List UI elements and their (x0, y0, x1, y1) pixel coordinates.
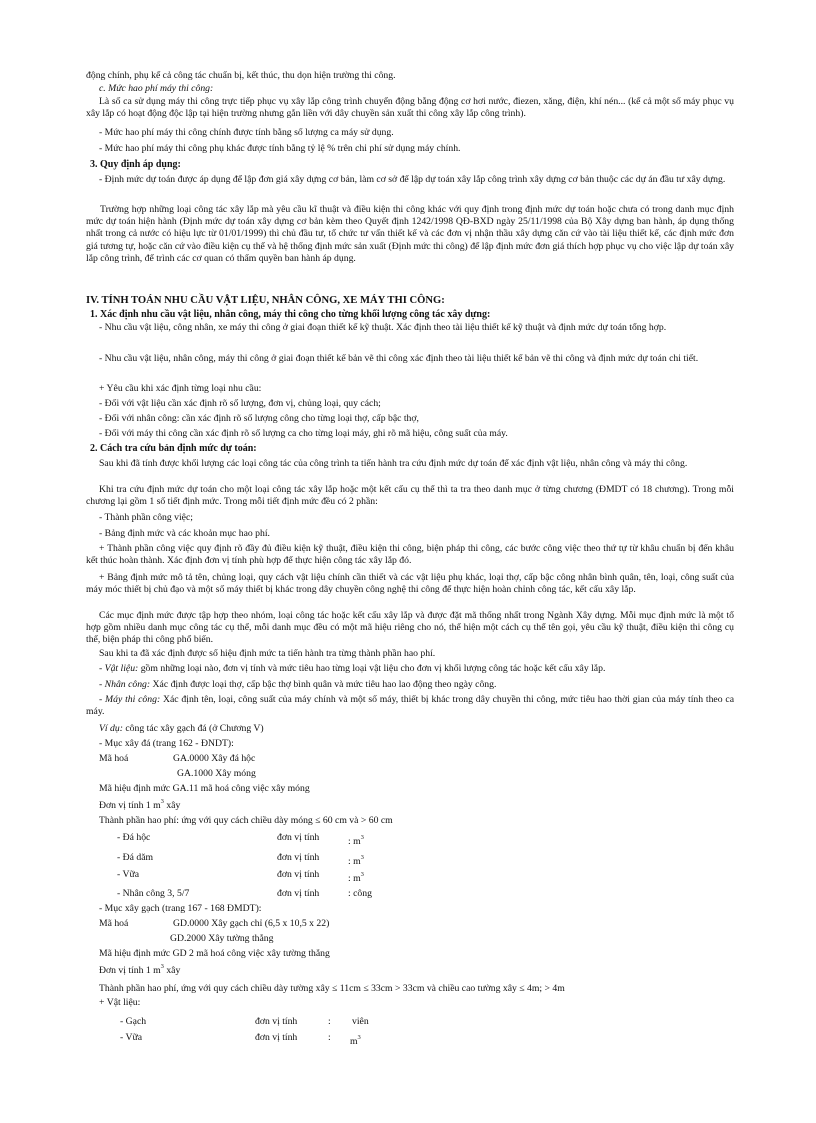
stone-item-exp: 3 (360, 853, 364, 861)
nhan-cong-text: Xác định được loại thợ, cấp bậc thợ bình quân và mức tiêu hao lao động theo ngày công. (150, 679, 497, 690)
stone-item-value-text: : m (348, 836, 361, 847)
subsection-c-title: c. Mức hao phí máy thi công: (99, 83, 214, 94)
may-label: - Máy thi công: (99, 694, 161, 705)
stone-item-name: - Nhân công 3, 5/7 (117, 888, 190, 899)
stone-heading: - Mục xây đá (trang 162 - ĐNDT): (99, 738, 234, 749)
sub1-title: 1. Xác định nhu cầu vật liệu, nhân công, máy thi công cho từng khối lượng công tác xây dựng: (90, 309, 491, 320)
sub1-req-material: - Đối với vật liệu cần xác định rõ số lượng, đơn vị, chủng loại, quy cách; (99, 398, 381, 409)
sub2-para1: Sau khi đã tính được khối lượng các loại công tác của công trình ta tiến hành tra cứu định mức dự toán để xác định vật liệu, nhân công và máy thi công. (99, 458, 688, 469)
brick-item-name: - Gạch (120, 1016, 147, 1027)
vat-lieu-text: gồm những loại nào, đơn vị tính và mức tiêu hao từng loại vật liệu cho đơn vị khối lượng công tác hoặc kết cấu xây lắp. (138, 663, 606, 674)
brick-heading: - Mục xây gạch (trang 167 - 168 ĐMDT): (99, 903, 262, 914)
sub2-para2: Khi tra cứu định mức dự toán cho một loại công tác xây lắp hoặc một kết cấu cụ thể thì ta tra theo danh mục ở từng chương (ĐMDT có 18 chương). Trong mỗi chương lại gồm 1 số tiết định mức. Trong mỗi tiết định mức đều có 2 phần: (86, 484, 734, 508)
brick-item-unit: đơn vị tính (255, 1032, 298, 1043)
nhan-cong-line (99, 679, 747, 691)
materials-label: + Vật liệu: (99, 997, 141, 1008)
machine-definition: Là số ca sử dụng máy thi công trực tiếp phục vụ xây lắp công trình chuyển động bằng động cơ hơi nước, điezen, xăng, điện, khí nén... (kể cả một số máy phục vụ xây lắp có hoạt động độc lập tại hiện trường nhưng gắn liền với dây chuyền sản xuất thi công xây lắp công trình). (86, 96, 734, 120)
brick-unit (99, 962, 181, 977)
brick-code-gd0000: GD.0000 Xây gạch chỉ (6,5 x 10,5 x 22) (173, 918, 330, 929)
vat-lieu-line (99, 663, 747, 675)
stone-unit (99, 797, 181, 812)
stone-item-name: - Đá hộc (117, 832, 151, 843)
brick-code-gd2000: GD.2000 Xây tường thẳng (170, 933, 274, 944)
sub2-part-b: - Bảng định mức và các khoản mục hao phí. (99, 528, 270, 539)
stone-item-value-text: : m (348, 873, 361, 884)
unit-exponent: 3 (160, 797, 164, 805)
brick-item-colon: : (328, 1016, 331, 1027)
stone-item-unit: đơn vị tính (277, 832, 320, 843)
stone-item-exp: 3 (360, 870, 364, 878)
sub1-para1: - Nhu cầu vật liệu, công nhân, xe máy thi công ở giai đoạn thiết kế kỹ thuật. Xác định theo tài liệu thiết kế kỹ thuật và định mức dự toán tổng hợp. (99, 322, 667, 333)
stone-item-name: - Đá dăm (117, 852, 154, 863)
example-label: Ví dụ: (99, 723, 123, 734)
section3-para1: - Định mức dự toán được áp dụng để lập đơn giá xây dựng cơ bản, làm cơ sở để lập dự toán xây lắp công trình xây dựng cơ bản thuộc các dự án đầu tư xây dựng. (99, 174, 726, 185)
brick-item-unit: đơn vị tính (255, 1016, 298, 1027)
brick-item-colon: : (328, 1032, 331, 1043)
brick-item-value (350, 1033, 361, 1048)
stone-item-exp: 3 (360, 833, 364, 841)
sub2-para6: Sau khi ta đã xác định được số hiệu định mức ta tiến hành tra từng thành phần hao phí. (99, 648, 436, 659)
unit-suffix: xây (163, 965, 181, 976)
section3-para2: Trường hợp những loại công tác xây lắp mà yêu cầu kĩ thuật và điều kiện thi công khác với quy định trong định mức dự toán hoặc chưa có trong danh mục định mức dự toán hiện hành (Định mức dự toán xây dựng cơ bản kèm theo Quyết định 1242/1998 QĐ-BXD ngày 25/11/1998 của Bộ Xây dựng ban hành, áp dụng thống nhất trong cả nước có hiệu lực từ 01/01/1999) thì chủ đầu tư, tổ chức tư vấn thiết kế và các đơn vị nhận thầu xây dựng căn cứ vào tài liệu thiết kế, các định mức đơn giá tương tự, hoặc căn cứ vào điều kiện cụ thể và hệ thống định mức sản xuất (Định mức thi công) để lập định mức đơn giá thích hợp phục vụ cho việc lập dự toán xây lắp công trình, để trình các cơ quan có thẩm quyền ban hành áp dụng. (86, 204, 734, 264)
stone-item-value (348, 833, 364, 848)
sub1-req-machine: - Đối với máy thi công cần xác định rõ số lượng ca cho từng loại máy, ghi rõ mã hiệu, công suất của máy. (99, 428, 508, 439)
brick-item-value-text: m (350, 1036, 358, 1047)
brick-item-value: viên (352, 1016, 369, 1027)
sub1-para2: - Nhu cầu vật liệu, nhân công, máy thi công ở giai đoạn thiết kế bản vẽ thi công xác định theo tài liệu thiết kế bản vẽ thi công và định mức dự toán chi tiết. (99, 353, 699, 364)
stone-code-ga0000: GA.0000 Xây đá hộc (173, 753, 256, 764)
stone-item-value: : công (348, 888, 372, 899)
stone-item-name: - Vữa (117, 869, 140, 880)
sub2-para5: Các mục định mức được tập hợp theo nhóm, loại công tác hoặc kết cấu xây lắp và được đặt mã thống nhất trong Ngành Xây dựng. Mỗi mục định mức là một tổ hợp gồm nhiều danh mục công tác cụ thể, mỗi danh mục đều có một mã hiệu riêng cho nó, thể hiện một cách cụ thể tên gọi, yêu cầu kỹ thuật, điều kiện thi công cụ thể, biện pháp thi công phổ biến. (86, 610, 734, 646)
unit-prefix: Đơn vị tính 1 m (99, 800, 161, 811)
stone-item-value (348, 870, 364, 885)
vat-lieu-label: - Vật liệu: (99, 663, 139, 674)
brick-code-gd2: Mã hiệu định mức GD 2 mã hoá công việc xây tường thẳng (99, 948, 330, 959)
sub1-req-labor: - Đối với nhân công: cần xác định rõ số lượng công cho từng loại thợ, cấp bậc thợ, (99, 413, 419, 424)
brick-item-name: - Vữa (120, 1032, 143, 1043)
brick-code-label: Mã hoá (99, 918, 129, 929)
stone-code-label: Mã hoá (99, 753, 129, 764)
stone-code-ga1000: GA.1000 Xây móng (177, 768, 256, 779)
stone-item-value (348, 853, 364, 868)
section3-title: 3. Quy định áp dụng: (90, 159, 181, 170)
unit-suffix: xây (163, 800, 181, 811)
stone-item-unit: đơn vị tính (277, 852, 320, 863)
sub1-requirement: + Yêu cầu khi xác định từng loại nhu cầu: (99, 383, 262, 394)
stone-item-unit: đơn vị tính (277, 888, 320, 899)
may-line (86, 694, 734, 718)
sub2-para4: + Bảng định mức mô tả tên, chủng loại, quy cách vật liệu chính cần thiết và các vật liệu phụ khác, loại thợ, cấp bậc công nhân bình quân, tên, loại, công suất của máy móc thiết bị chủ đạo và một số máy thiết bị khác trong dây chuyền công nghệ thi công để thực hiện hoàn chỉnh công tác, kết cấu xây lắp. (86, 572, 734, 596)
machine-main: - Mức hao phí máy thi công chính được tính bằng số lượng ca máy sử dụng. (99, 127, 394, 138)
machine-aux: - Mức hao phí máy thi công phụ khác được tính bằng tỷ lệ % trên chi phí sử dụng máy chính. (99, 143, 461, 154)
stone-item-value-text: : m (348, 856, 361, 867)
sub2-para3: + Thành phần công việc quy định rõ đầy đủ điều kiện kỹ thuật, điều kiện thi công, biện pháp thi công, các bước công việc theo thứ tự từ khâu chuẩn bị đến khâu kết thúc hoàn thành. Xác định đơn vị tính phù hợp để thực hiện công tác xây lắp đó. (86, 543, 734, 567)
sub2-part-a: - Thành phần công việc; (99, 512, 193, 523)
sub2-title: 2. Cách tra cứu bản định mức dự toán: (90, 443, 257, 454)
part4-title: IV. TÍNH TOÁN NHU CẦU VẬT LIỆU, NHÂN CÔNG, XE MÁY THI CÔNG: (86, 295, 445, 306)
example-text: công tác xây gạch đá (ở Chương V) (122, 723, 264, 734)
stone-item-unit: đơn vị tính (277, 869, 320, 880)
stone-code-ga11: Mã hiệu định mức GA.11 mã hoá công việc xây móng (99, 783, 310, 794)
unit-prefix: Đơn vị tính 1 m (99, 965, 161, 976)
unit-exponent: 3 (160, 962, 164, 970)
example-line (99, 723, 747, 735)
nhan-cong-label: - Nhân công: (99, 679, 151, 690)
brick-cost: Thành phần hao phí, ứng với quy cách chiều dày tường xây ≤ 11cm ≤ 33cm > 33cm và chiều cao tường xây ≤ 4m; > 4m (99, 983, 565, 994)
stone-cost: Thành phần hao phí: ứng với quy cách chiều dày móng ≤ 60 cm và > 60 cm (99, 815, 393, 826)
continuation-line: động chính, phụ kể cả công tác chuẩn bị, kết thúc, thu dọn hiện trường thi công. (86, 70, 396, 81)
may-text: Xác định tên, loại, công suất của máy chính và một số máy, thiết bị khác trong dây chuyền thi công, mức tiêu hao thời gian của máy tính theo ca máy. (86, 694, 734, 718)
brick-item-exp: 3 (357, 1033, 361, 1041)
